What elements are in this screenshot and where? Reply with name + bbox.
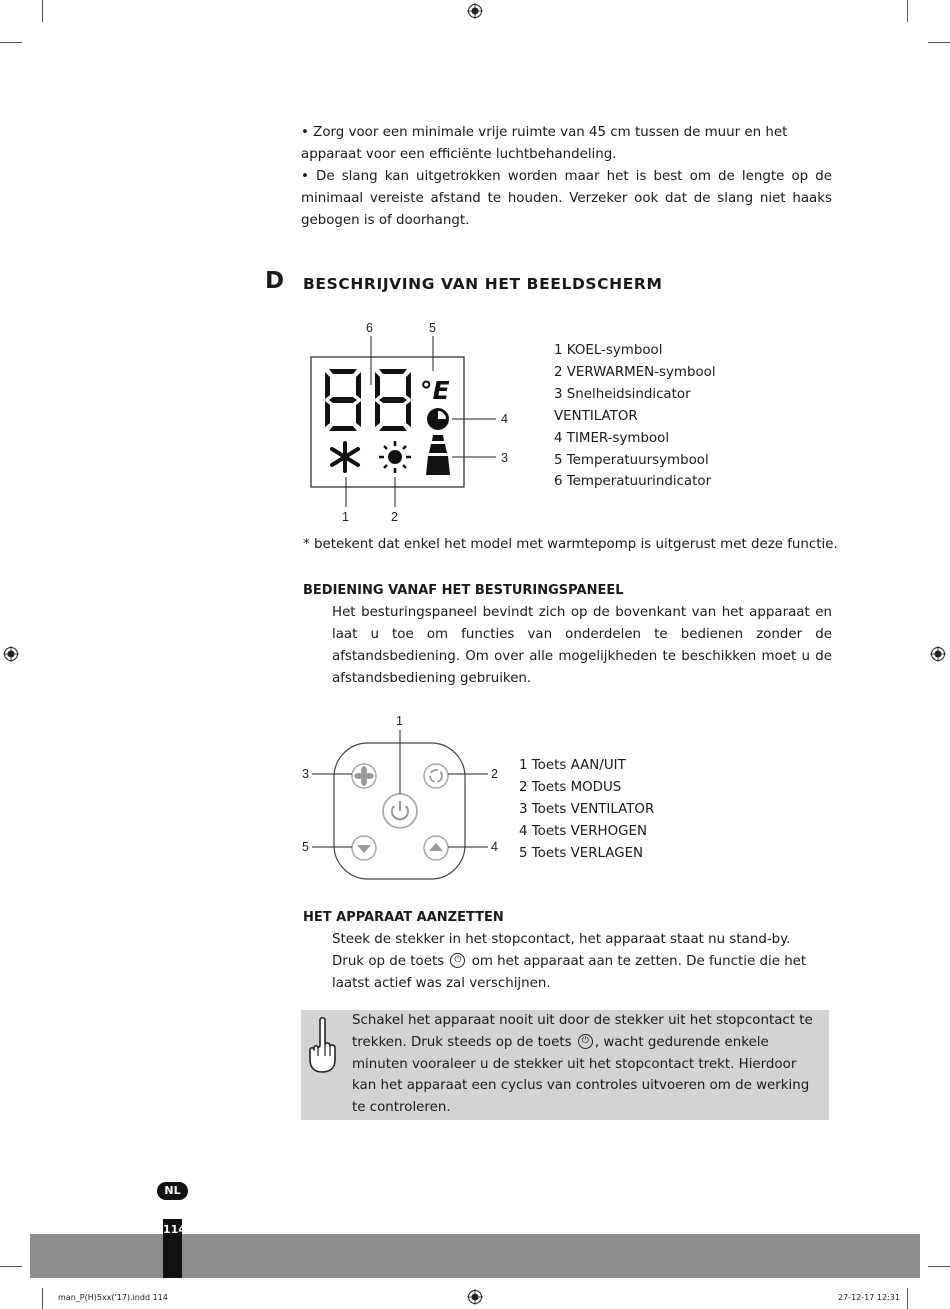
section-title: BESCHRIJVING VAN HET BEELDSCHERM xyxy=(303,275,663,293)
callout-label: 5 xyxy=(302,840,309,854)
fan-button-icon xyxy=(352,764,376,788)
crop-mark xyxy=(928,1266,950,1267)
callout-label: 1 xyxy=(396,714,403,728)
timer-icon xyxy=(427,408,449,430)
crop-mark xyxy=(907,0,908,22)
page-number: 114 xyxy=(163,1219,182,1278)
callout-label: 2 xyxy=(391,510,398,524)
panel-heading: BEDIENING VANAF HET BESTURINGSPANEEL xyxy=(303,583,624,598)
legend-item: 5 Temperatuursymbool xyxy=(554,452,709,468)
callout-label: 3 xyxy=(302,767,309,781)
heat-sun-icon xyxy=(379,441,411,473)
power-button-icon xyxy=(383,794,417,828)
note-text: , wacht gedurende enkele minuten vooraleer u de stekker uit het stopcontact trekt. Hierdoor kan het apparaat een cyclus van controles uitvoeren om de werking te controleren. xyxy=(352,1034,810,1116)
legend-item: VENTILATOR xyxy=(554,408,638,424)
power-inline-icon xyxy=(450,953,465,968)
legend-item: 5 Toets VERLAGEN xyxy=(519,845,644,861)
intro-bullet: • De slang kan uitgetrokken worden maar het is best om de lengte op de minimaal vereiste afstand te houden. Verzeker ook dat de slang niet haaks gebogen is of doorhangt. xyxy=(301,169,832,228)
callout-label: 4 xyxy=(501,412,508,426)
legend-item: 2 VERWARMEN-symbool xyxy=(554,364,716,380)
cool-snowflake-icon xyxy=(332,443,358,471)
file-slug: man_P(H)5xx('17).indd 114 xyxy=(58,1293,168,1302)
startup-text: Druk op de toets xyxy=(332,954,449,969)
callout-label: 1 xyxy=(342,510,349,524)
display-legend xyxy=(554,340,716,493)
legend-item: 3 Toets VENTILATOR xyxy=(519,801,655,817)
pointing-hand-icon xyxy=(305,1016,339,1076)
crop-mark xyxy=(42,0,43,22)
fan-speed-icon xyxy=(426,435,450,475)
intro-bullet: • Zorg voor een minimale vrije ruimte van 45 cm tussen de muur en het apparaat voor een efficiënte luchtbehandeling. xyxy=(301,125,788,162)
legend-item: 4 Toets VERHOGEN xyxy=(519,823,647,839)
registration-mark-icon xyxy=(3,646,19,662)
startup-text: om het apparaat aan te zetten. De functie die het laatst actief was zal verschijnen. xyxy=(332,954,807,991)
legend-item: 1 KOEL-symbool xyxy=(554,343,663,358)
registration-mark-icon xyxy=(467,3,483,19)
callout-label: 5 xyxy=(429,321,436,335)
panel-body: Het besturingspaneel bevindt zich op de bovenkant van het apparaat en laat u toe om functies van onderdelen te bedienen zonder de afstandsbediening. Om over alle mogelijkheden te beschikken moet u de afstandsbediening gebruiken. xyxy=(332,605,832,686)
panel-legend xyxy=(519,755,654,865)
callout-label: 3 xyxy=(501,451,508,465)
startup-heading: HET APPARAAT AANZETTEN xyxy=(303,910,504,925)
crop-mark xyxy=(0,42,22,43)
callout-label: 2 xyxy=(491,767,498,781)
crop-mark xyxy=(42,1288,43,1309)
startup-instruction xyxy=(332,951,832,995)
legend-item: 3 Snelheidsindicator xyxy=(554,386,691,402)
down-button-icon xyxy=(352,836,376,860)
power-inline-icon xyxy=(578,1034,593,1049)
date-slug: 27-12-17 12:31 xyxy=(838,1293,900,1302)
language-badge: NL xyxy=(157,1182,188,1200)
callout-label: 4 xyxy=(491,840,498,854)
legend-item: 6 Temperatuurindicator xyxy=(554,474,712,490)
registration-mark-icon xyxy=(467,1289,483,1305)
temperature-digits xyxy=(325,369,411,431)
crop-mark xyxy=(0,1266,22,1267)
callout-label: 6 xyxy=(366,321,373,335)
crop-mark xyxy=(928,42,950,43)
section-letter: D xyxy=(265,268,285,294)
control-panel-diagram xyxy=(300,710,505,890)
mode-button-icon xyxy=(424,764,448,788)
note-text: Schakel het apparaat nooit uit door de stekker uit het stopcontact te trekken. Druk steeds op de toets xyxy=(352,1013,813,1050)
warning-note-text xyxy=(352,1010,822,1119)
legend-item: 2 Toets MODUS xyxy=(519,779,622,795)
up-button-icon xyxy=(424,836,448,860)
registration-mark-icon xyxy=(930,646,946,662)
startup-line: Steek de stekker in het stopcontact, het apparaat staat nu stand-by. xyxy=(332,932,791,947)
display-diagram xyxy=(300,315,530,530)
legend-item: 1 Toets AAN/UIT xyxy=(519,758,626,773)
crop-mark xyxy=(907,1288,908,1309)
temperature-unit-symbol: °E xyxy=(420,376,450,405)
footnote: * betekent dat enkel het model met warmtepomp is uitgerust met deze functie. xyxy=(303,537,838,552)
legend-item: 4 TIMER-symbool xyxy=(554,430,670,446)
